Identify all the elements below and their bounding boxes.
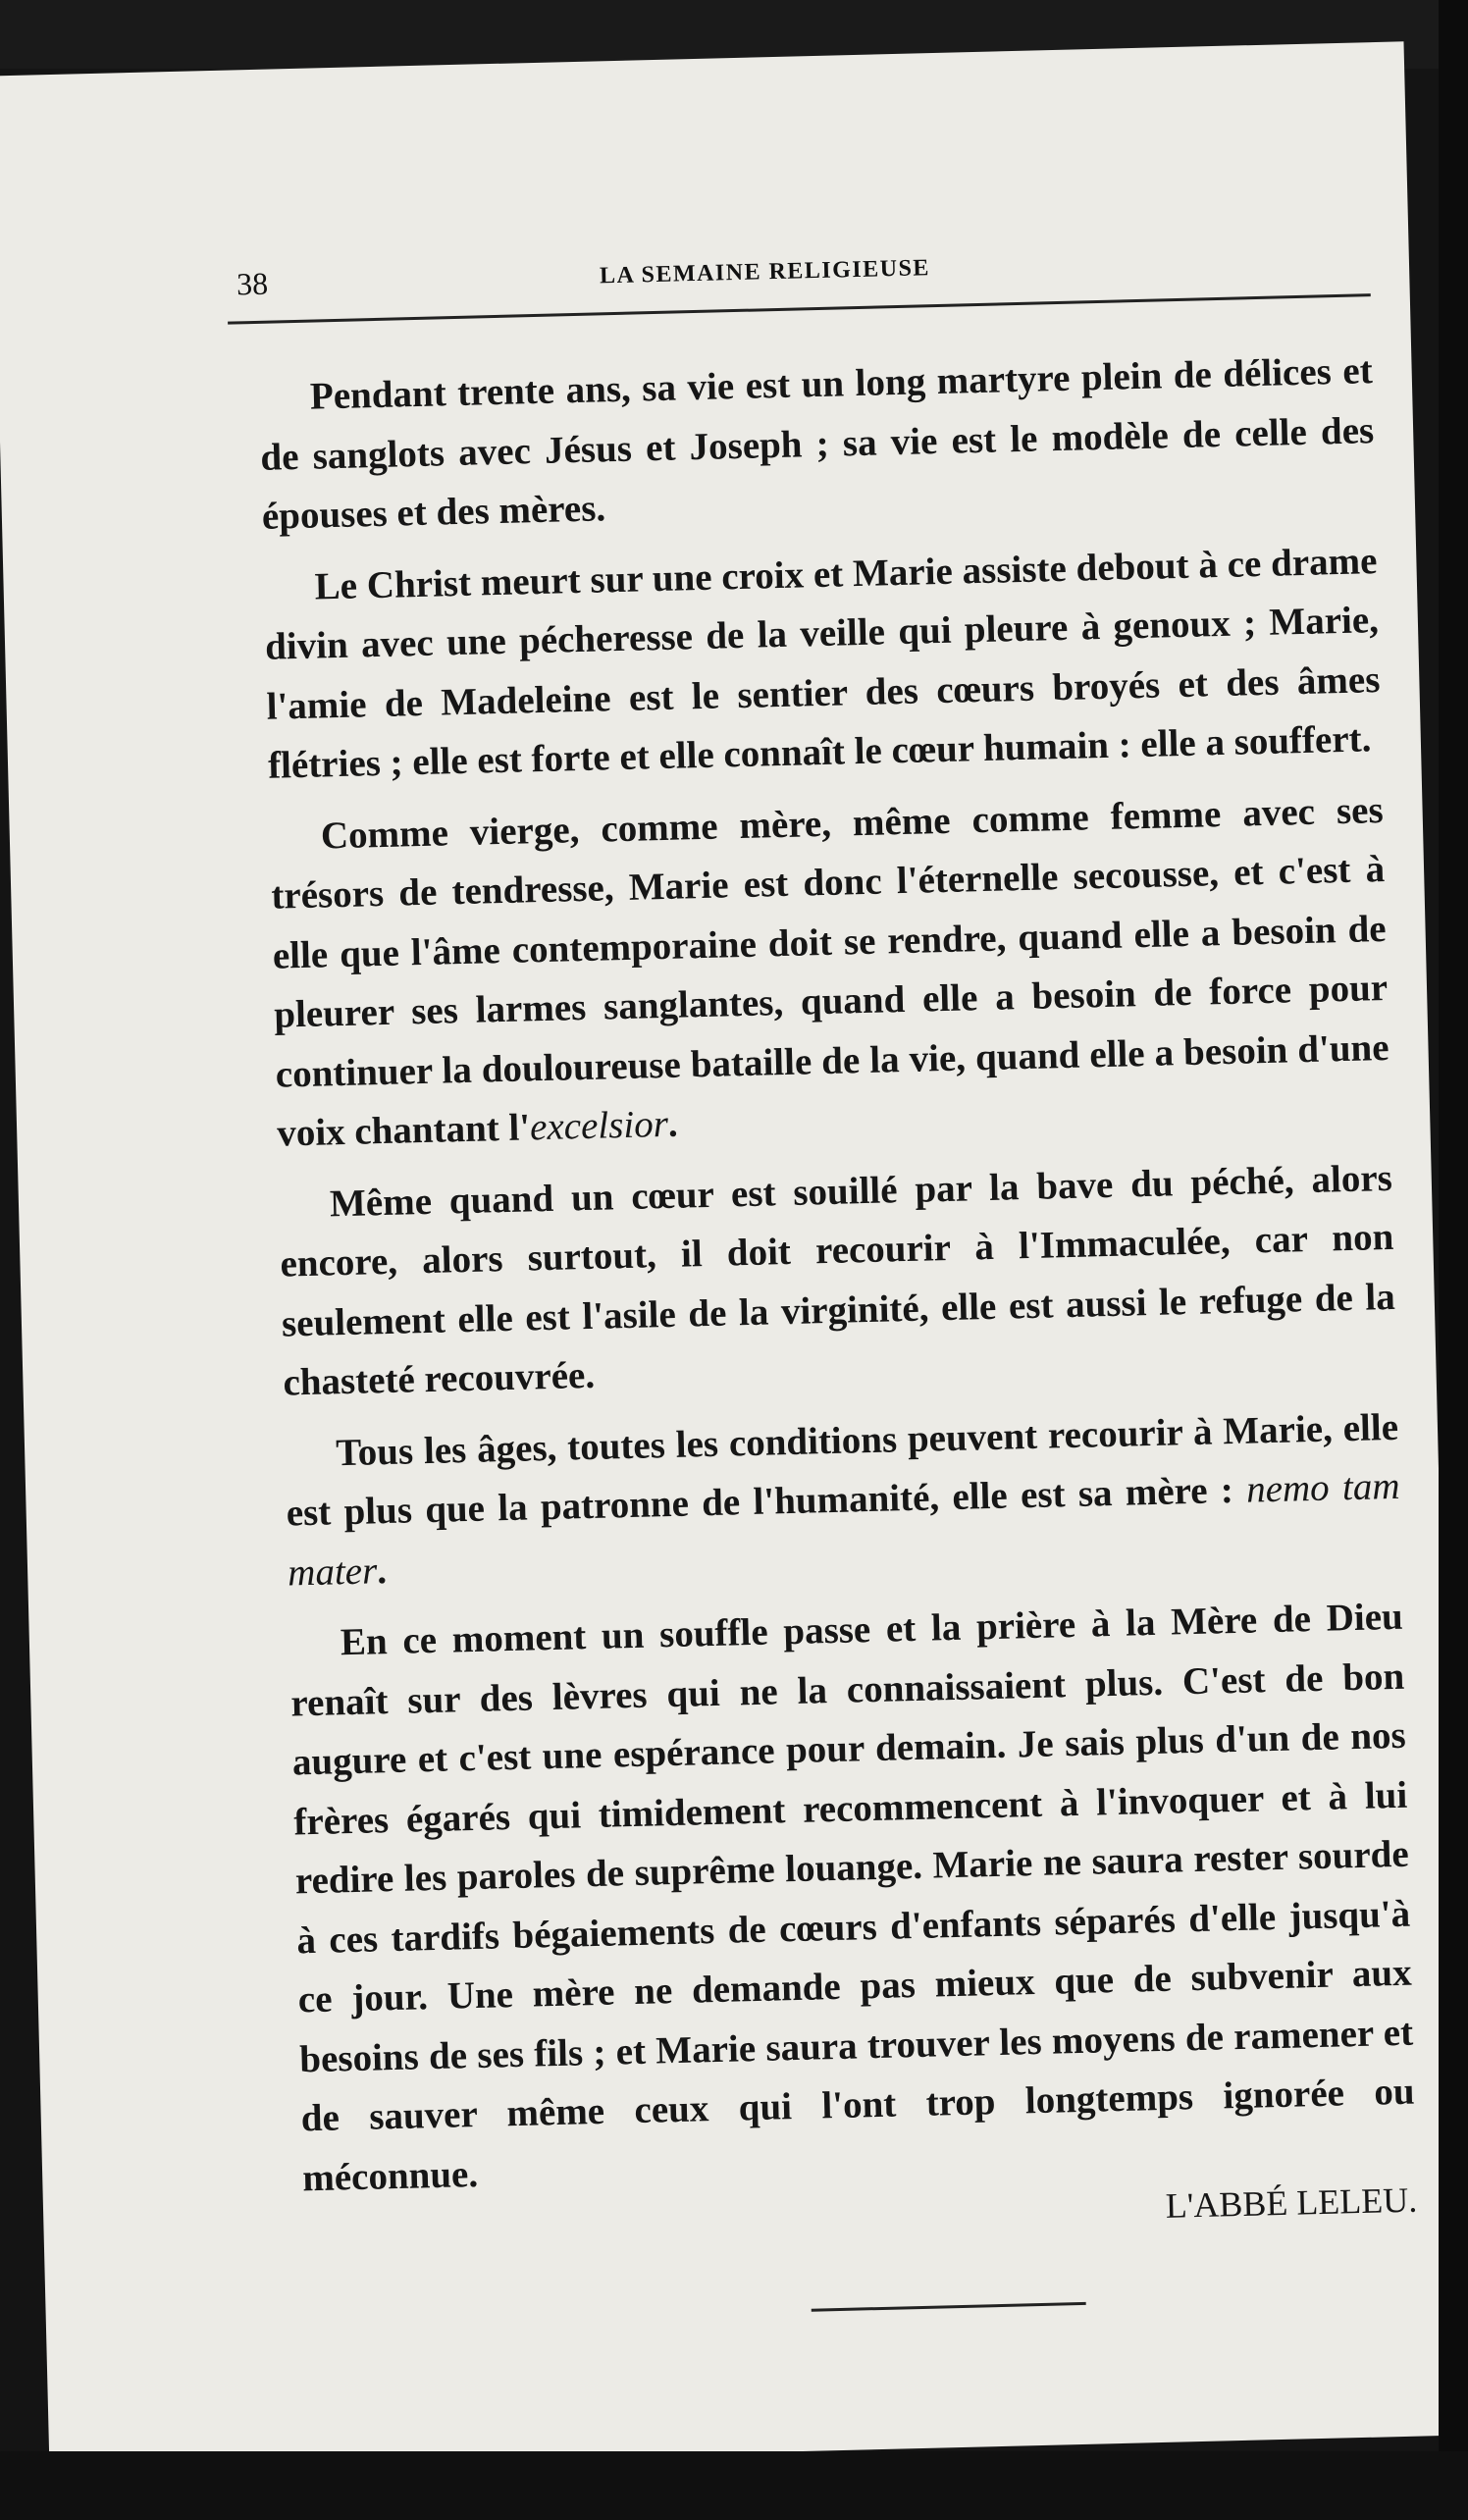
paragraph-text: Tous les âges, toutes les conditions peuvent recourir à Marie, elle est plus que la patronne de l'humanité, elle est sa mère : [286, 1405, 1399, 1535]
paragraph-2 [263, 532, 1383, 797]
scan-border-bottom [0, 2451, 1468, 2520]
italic-phrase: excelsior [529, 1102, 669, 1149]
scan-border-right [1439, 0, 1468, 2520]
page-number: 38 [236, 265, 269, 302]
paragraph-5 [285, 1397, 1402, 1602]
article-body [258, 341, 1417, 2220]
author-signature: L'ABBÉ LELEU. [1165, 2179, 1418, 2226]
paragraph-6 [288, 1588, 1416, 2209]
paragraph-text: Même quand un cœur est souillé par la bave du péché, alors encore, alors surtout, il doit recourir à l'Immaculée, car non seulement elle est l'asile de la virginité, elle est aussi le refuge de la chasteté recouvrée. [280, 1156, 1396, 1404]
paragraph-3 [269, 781, 1391, 1165]
paragraph-text: En ce moment un souffle passe et la prière à la Mère de Dieu renaît sur des lèvres qui ne la connaissaient plus. C'est de bon augure et c'est une espérance pour demain. Je sais plus d'un de nos frères égarés qui timidement recommencent à l'invoquer et à lui redire les paroles de suprême louange. Marie ne saura rester sourde à ces tardifs bégaiements de cœurs d'enfants séparés d'elle jusqu'à ce jour. Une mère ne demande pas mieux que de subvenir aux besoins de ses fils ; et Marie saura trouver les moyens de ramener et de sauver même ceux qui l'ont trop longtemps ignorée ou méconnue. [289, 1595, 1416, 2199]
paragraph-text: Comme vierge, comme mère, même comme femme avec ses trésors de tendresse, Marie est donc l'éternelle secousse, et c'est à elle que l'âme contemporaine doit se rendre, quand elle a besoin de pleurer ses larmes sanglantes, quand elle a besoin de force pour continuer la douloureuse bataille de la vie, quand elle a besoin d'une voix chantant l' [270, 788, 1390, 1155]
paragraph-text-end: . [376, 1549, 388, 1592]
italic-phrase: nemo tam mater [287, 1464, 1400, 1595]
document-page [0, 41, 1462, 2469]
running-title: LA SEMAINE RELIGIEUSE [599, 255, 931, 289]
page-header [227, 238, 1371, 325]
paragraph-1 [258, 341, 1376, 547]
paragraph-4 [278, 1148, 1397, 1413]
paragraph-text-end: . [667, 1102, 679, 1145]
end-rule [812, 2302, 1086, 2312]
paragraph-text: Le Christ meurt sur une croix et Marie assiste debout à ce drame divin avec une pécheresse de la veille qui pleure à genoux ; Marie, l'amie de Madeleine est le sentier des cœurs broyés et des âmes flétries ; elle est forte et elle connaît le cœur humain : elle a souffert. [264, 539, 1381, 787]
paragraph-text: Pendant trente ans, sa vie est un long martyre plein de délices et de sanglots avec Jésus et Joseph ; sa vie est le modèle de celle des épouses et des mères. [259, 349, 1375, 538]
header-rule [228, 293, 1371, 324]
